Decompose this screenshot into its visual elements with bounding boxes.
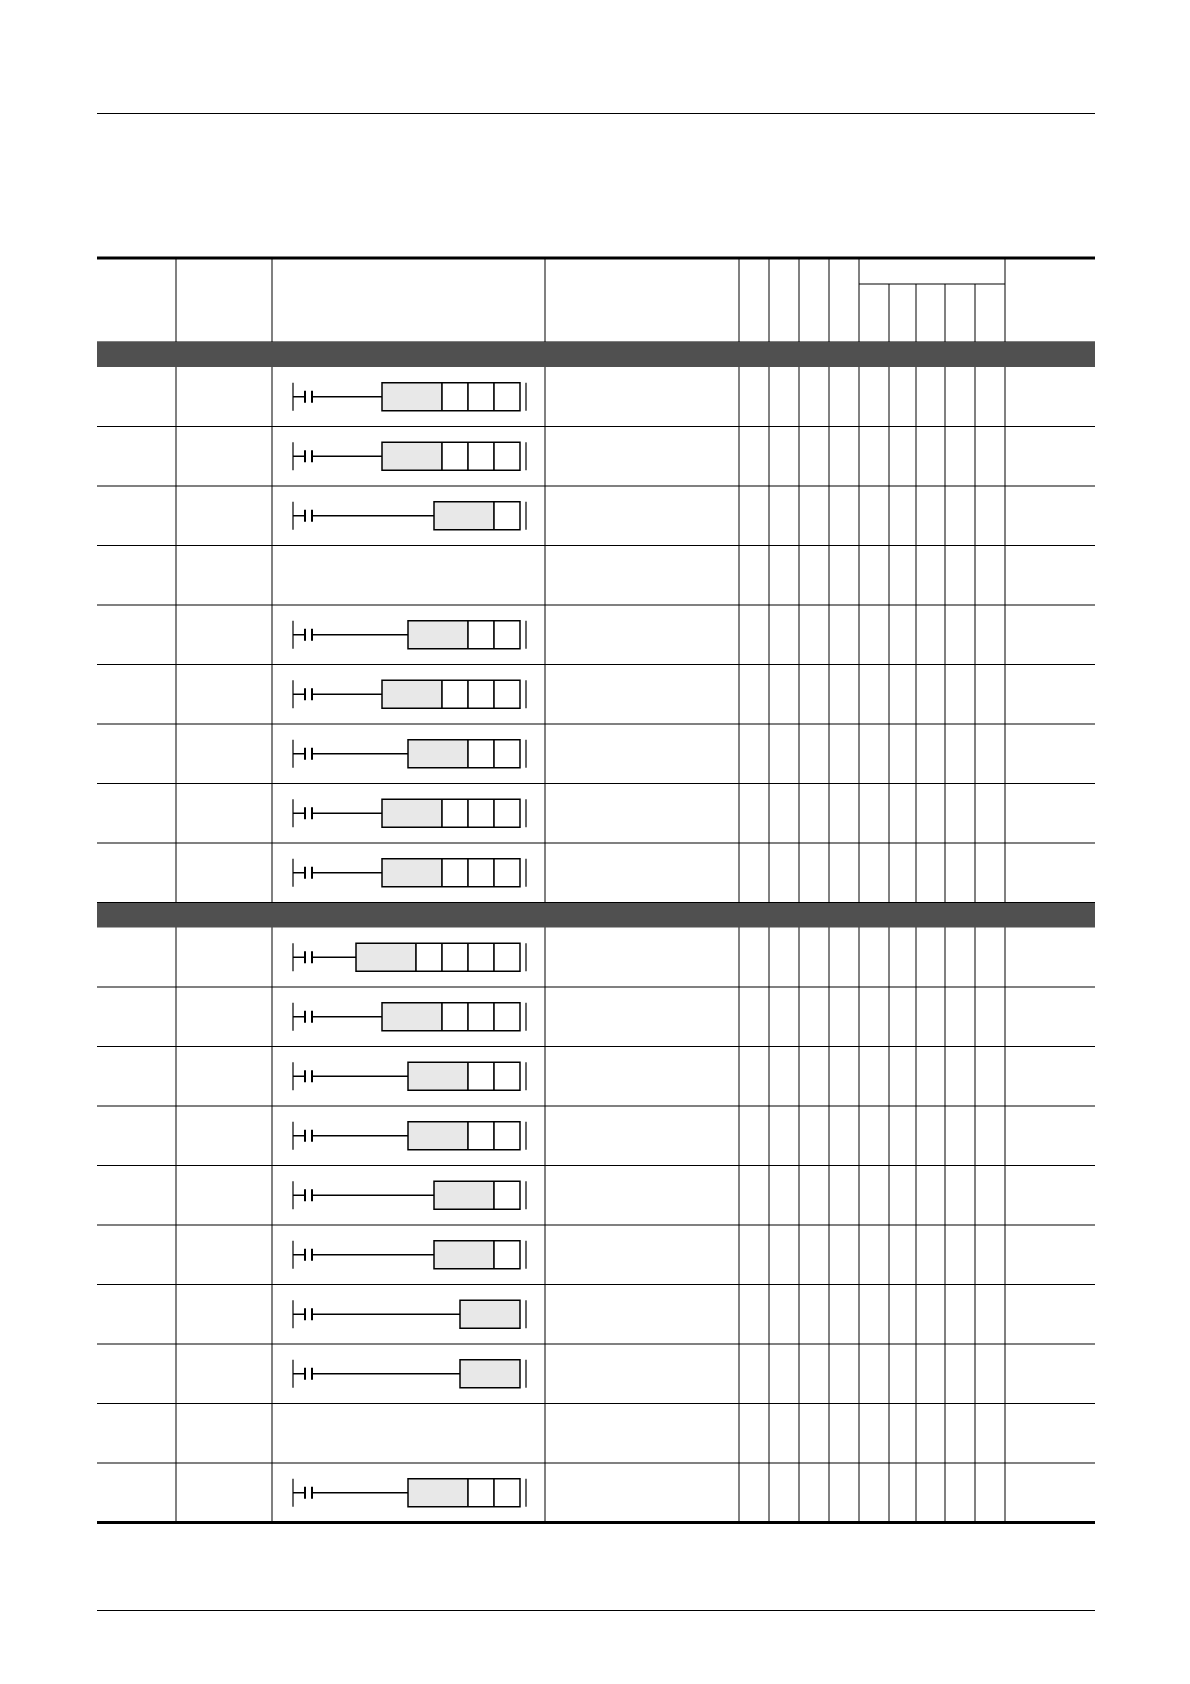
operand-cell	[494, 1181, 520, 1209]
operand-cell	[468, 383, 494, 411]
operand-cell	[494, 383, 520, 411]
operand-cell	[494, 502, 520, 530]
operand-cell	[416, 943, 442, 971]
section-header-bar	[97, 903, 1095, 928]
operand-cell	[494, 1479, 520, 1507]
operand-cell	[494, 680, 520, 708]
instruction-operand-box	[382, 442, 442, 470]
instruction-operand-box	[356, 943, 416, 971]
instruction-operand-box	[408, 740, 468, 768]
instruction-operand-box	[408, 1062, 468, 1090]
instruction-operand-box	[382, 1003, 442, 1031]
operand-cell	[494, 799, 520, 827]
operand-cell	[468, 1062, 494, 1090]
operand-cell	[468, 621, 494, 649]
operand-cell	[468, 1003, 494, 1031]
instruction-operand-box	[434, 502, 494, 530]
operand-cell	[468, 442, 494, 470]
operand-cell	[468, 859, 494, 887]
instruction-operand-box	[460, 1360, 520, 1388]
operand-cell	[494, 740, 520, 768]
operand-cell	[442, 680, 468, 708]
operand-cell	[468, 1479, 494, 1507]
operand-cell	[494, 1241, 520, 1269]
instruction-operand-box	[460, 1300, 520, 1328]
operand-cell	[494, 621, 520, 649]
instruction-operand-box	[408, 1122, 468, 1150]
instruction-operand-box	[434, 1181, 494, 1209]
operand-cell	[468, 740, 494, 768]
operand-cell	[494, 1062, 520, 1090]
instruction-operand-box	[408, 621, 468, 649]
operand-cell	[494, 1122, 520, 1150]
operand-cell	[468, 680, 494, 708]
section-header-bar	[97, 342, 1095, 367]
operand-cell	[442, 799, 468, 827]
operand-cell	[468, 799, 494, 827]
instruction-operand-box	[408, 1479, 468, 1507]
operand-cell	[468, 943, 494, 971]
instruction-operand-box	[382, 383, 442, 411]
instruction-operand-box	[382, 799, 442, 827]
operand-cell	[494, 1003, 520, 1031]
operand-cell	[442, 1003, 468, 1031]
operand-cell	[442, 383, 468, 411]
operand-cell	[494, 442, 520, 470]
instruction-operand-box	[382, 859, 442, 887]
operand-cell	[494, 859, 520, 887]
operand-cell	[468, 1122, 494, 1150]
operand-cell	[442, 442, 468, 470]
instruction-operand-box	[434, 1241, 494, 1269]
operand-cell	[442, 943, 468, 971]
operand-cell	[494, 943, 520, 971]
operand-cell	[442, 859, 468, 887]
instruction-operand-box	[382, 680, 442, 708]
